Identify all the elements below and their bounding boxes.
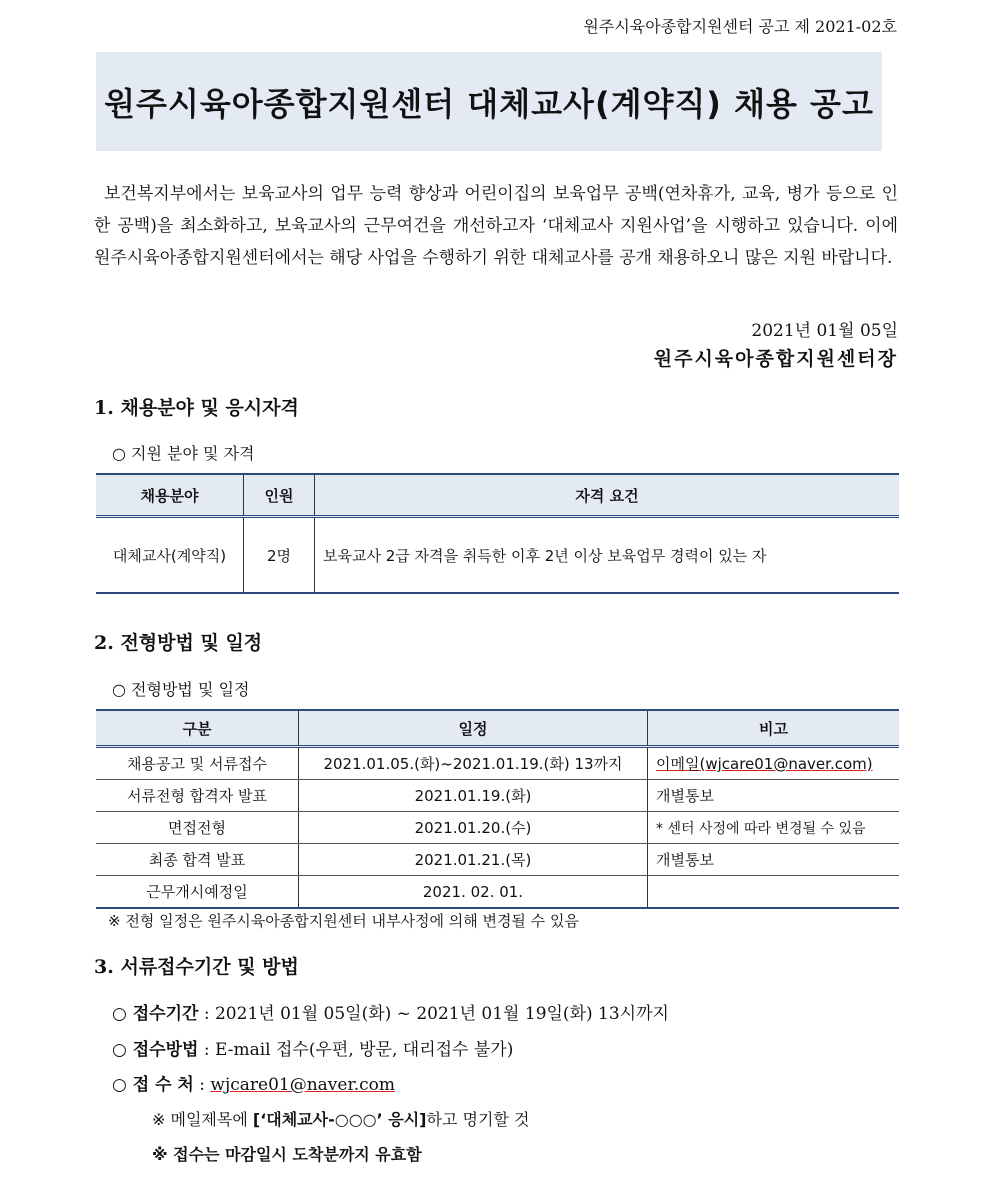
table-cell: 개별통보	[648, 780, 900, 812]
signer: 원주시육아종합지원센터장	[653, 348, 898, 370]
table-cell: 최종 합격 발표	[96, 844, 299, 876]
table-header: 자격 요건	[315, 474, 900, 517]
table-cell: 2명	[244, 517, 315, 594]
table-cell: 개별통보	[648, 844, 900, 876]
announcement-date: 2021년 01월 05일	[751, 321, 898, 341]
table-row	[96, 812, 899, 844]
schedule-table	[96, 709, 899, 909]
table-cell: 서류전형 합격자 발표	[96, 780, 299, 812]
table-header: 채용분야	[96, 474, 244, 517]
table-cell: 대체교사(계약직)	[96, 517, 244, 594]
recipient-item	[112, 1070, 395, 1095]
page-title: 원주시육아종합지원센터 대체교사(계약직) 채용 공고	[104, 84, 874, 123]
table-cell: 2021.01.19.(화)	[299, 780, 648, 812]
method-value: : E-mail 접수(우편, 방문, 대리접수 불가)	[203, 1040, 514, 1060]
recipient-label: ○ 접 수 처	[112, 1075, 194, 1095]
table-row	[96, 517, 899, 594]
subject-note-prefix: ※ 메일제목에	[152, 1110, 248, 1129]
section-3-heading: 3. 서류접수기간 및 방법	[94, 956, 299, 978]
period-item	[112, 999, 669, 1024]
recipient-separator: :	[199, 1075, 205, 1095]
table-header: 일정	[299, 710, 648, 747]
subject-note-suffix: 하고 명기할 것	[426, 1110, 530, 1129]
table-cell: 2021.01.20.(수)	[299, 812, 648, 844]
period-value: : 2021년 01월 05일(화) ~ 2021년 01월 19일(화) 13시까지	[203, 1004, 669, 1024]
subject-note-bold: [‘대체교사-○○○’ 응시]	[252, 1110, 427, 1129]
method-item	[112, 1035, 513, 1060]
table-cell: 면접전형	[96, 812, 299, 844]
table-cell: 채용공고 및 서류접수	[96, 747, 299, 780]
table-cell: 근무개시예정일	[96, 876, 299, 909]
table-row	[96, 747, 899, 780]
table-header: 구분	[96, 710, 299, 747]
table-header: 비고	[648, 710, 900, 747]
intro-paragraph: 보건복지부에서는 보육교사의 업무 능력 향상과 어린이집의 보육업무 공백(연차휴가, 교육, 병가 등으로 인한 공백)을 최소화하고, 보육교사의 근무여건을 개선하고자 ‘대체교사 지원사업’을 시행하고 있습니다. 이에 원주시육아종합지원센터에서는 해당 사업을 수행하기 위한 대체교사를 공개 채용하오니 많은 지원 바랍니다.	[94, 184, 898, 268]
section-2-subheading: ○ 전형방법 및 일정	[112, 680, 250, 699]
section-2-heading: 2. 전형방법 및 일정	[94, 632, 263, 654]
table-row	[96, 844, 899, 876]
table-header-row	[96, 710, 899, 747]
method-label: ○ 접수방법	[112, 1040, 199, 1060]
recipient-email-link[interactable]: wjcare01@naver.com	[210, 1075, 395, 1095]
table-cell	[648, 876, 900, 909]
table-header-row	[96, 474, 899, 517]
table-cell: 2021. 02. 01.	[299, 876, 648, 909]
table-header: 인원	[244, 474, 315, 517]
section-1-heading: 1. 채용분야 및 응시자격	[94, 397, 299, 419]
table-row	[96, 780, 899, 812]
deadline-note: ※ 접수는 마감일시 도착분까지 유효함	[152, 1145, 422, 1164]
notice-number: 원주시육아종합지원센터 공고 제 2021-02호	[583, 17, 897, 36]
table-cell: 2021.01.21.(목)	[299, 844, 648, 876]
table-cell: 보육교사 2급 자격을 취득한 이후 2년 이상 보육업무 경력이 있는 자	[315, 517, 900, 594]
email-link[interactable]: 이메일(wjcare01@naver.com)	[648, 747, 900, 780]
schedule-note: ※ 전형 일정은 원주시육아종합지원센터 내부사정에 의해 변경될 수 있음	[108, 912, 579, 930]
title-banner	[96, 52, 882, 151]
table-cell: * 센터 사정에 따라 변경될 수 있음	[648, 812, 900, 844]
table-row	[96, 876, 899, 909]
section-1-subheading: ○ 지원 분야 및 자격	[112, 444, 255, 463]
qualification-table	[96, 473, 899, 594]
table-cell: 2021.01.05.(화)~2021.01.19.(화) 13까지	[299, 747, 648, 780]
period-label: ○ 접수기간	[112, 1004, 199, 1024]
subject-note	[152, 1107, 529, 1130]
